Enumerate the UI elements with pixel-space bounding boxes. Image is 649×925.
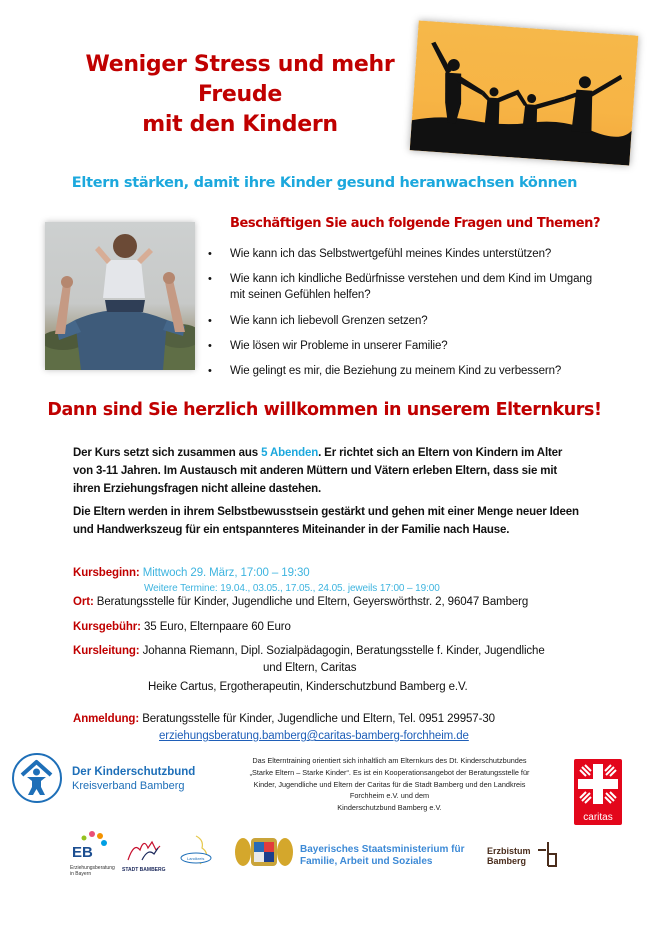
email-row — [159, 730, 469, 742]
title-line-3: mit den Kindern — [142, 112, 338, 137]
cooperation-note: Das Elterntraining orientiert sich inhaltlich am Elternkurs des Dt. Kinderschutzbundes „Starke Eltern – Starke Kinder“. Es ist ein Kooperationsangebot der Beratungsstelle für Kinder, Jugendliche und Eltern der Caritas für die Stadt Bamberg und den Landkreis Forchheim e.V. und dem Kinderschutzbund Bamberg e.V. — [249, 756, 530, 813]
ministry-text: Bayerisches Staatsministerium für Familie, Arbeit und Soziales — [300, 844, 465, 867]
course-fee: Kursgebühr: 35 Euro, Elternpaare 60 Euro — [73, 621, 291, 633]
bullet-icon: • — [208, 340, 212, 352]
questions-list — [206, 246, 592, 388]
course-lead-line-2: und Eltern, Caritas — [263, 662, 357, 674]
landkreis-bamberg-logo — [178, 834, 216, 868]
kinderschutzbund-name: Der Kinderschutzbund Kreisverband Bamberg — [72, 766, 196, 792]
erzbistum-symbol — [536, 840, 558, 868]
start-label: Kursbeginn: — [73, 567, 140, 579]
bullet-icon: • — [208, 365, 212, 377]
father-child-photo — [45, 222, 195, 370]
eb-figures-icon — [70, 830, 112, 860]
svg-text:Landkreis: Landkreis — [187, 856, 205, 861]
caritas-cross-icon — [574, 759, 622, 809]
further-dates: Weitere Termine: 19.04., 03.05., 17.05., 24.05. jeweils 17:00 – 19:00 — [144, 583, 440, 594]
bullet-icon: • — [208, 248, 212, 260]
bullet-icon: • — [208, 315, 212, 327]
course-place: Ort: Beratungsstelle für Kinder, Jugendliche und Eltern, Geyerswörthstr. 2, 96047 Bamberg — [73, 596, 529, 608]
course-lead-line-3: Heike Cartus, Ergotherapeutin, Kinderschutzbund Bamberg e.V. — [148, 681, 468, 693]
page-title — [60, 50, 420, 140]
child-house-icon — [14, 755, 59, 800]
description-paragraph-2: Die Eltern werden in ihrem Selbstbewusstsein gestärkt und gehen mit einer Menge neuer Ideen und Handwerkszeug für ein entspannteres Miteinander in der Familie nach Hause. — [73, 506, 579, 536]
stadt-bamberg-logo: STADT BAMBERG — [122, 836, 166, 870]
course-lead: Kursleitung: Johanna Riemann, Dipl. Sozialpädagogin, Beratungsstelle f. Kinder, Jugendliche — [73, 645, 545, 657]
subtitle: Eltern stärken, damit ihre Kinder gesund heranwachsen können — [71, 175, 578, 191]
bullet-icon: • — [208, 273, 212, 285]
erzbistum-cross-icon — [536, 840, 558, 868]
welcome-heading: Dann sind Sie herzlich willkommen in unserem Elternkurs! — [47, 400, 602, 420]
title-line-2: Freude — [198, 82, 282, 107]
erzbistum-bamberg-logo: Erzbistum Bamberg — [487, 846, 531, 866]
title-line-1: Weniger Stress und mehr — [85, 52, 395, 77]
family-silhouette-icon — [410, 20, 639, 165]
start-value: Mittwoch 29. März, 17:00 – 19:30 — [142, 567, 310, 579]
coat-of-arms-icon — [235, 834, 293, 868]
email-link[interactable]: erziehungsberatung.bamberg@caritas-bamberg-forchheim.de — [159, 730, 469, 742]
question-item: • Wie kann ich das Selbstwertgefühl meines Kindes unterstützen? — [208, 248, 552, 260]
father-child-icon — [45, 222, 195, 370]
question-item: • Wie kann ich kindliche Bedürfnisse verstehen und dem Kind im Umgang mit seinen Gefühlen helfen? — [208, 273, 592, 301]
question-item: • Wie gelingt es mir, die Beziehung zu meinem Kind zu verbessern? — [208, 365, 562, 377]
question-item: • Wie lösen wir Probleme in unserer Familie? — [208, 340, 448, 352]
evenings-highlight: 5 Abenden — [261, 447, 319, 459]
family-silhouette-photo — [410, 20, 639, 165]
description-paragraph-1: Der Kurs setzt sich zusammen aus 5 Abenden. Er richtet sich an Eltern von Kindern im Alter von 3-11 Jahren. Im Austausch mit anderen Müttern und Vätern erleben Eltern, dass sie mit ihren Erziehungsfragen nicht alleine dastehen. — [73, 447, 563, 495]
questions-heading: Beschäftigen Sie auch folgende Fragen und Themen? — [230, 216, 601, 231]
bamberg-rider-icon — [122, 836, 166, 862]
course-start — [73, 567, 310, 579]
eb-logo: EB Erziehungsberatung in Bayern — [70, 830, 112, 872]
question-item: • Wie kann ich liebevoll Grenzen setzen? — [208, 315, 428, 327]
caritas-logo: caritas — [574, 759, 622, 825]
kinderschutzbund-logo — [12, 753, 62, 803]
landkreis-outline-icon — [178, 834, 216, 868]
svg-text:EB: EB — [72, 844, 93, 860]
registration: Anmeldung: Beratungsstelle für Kinder, Jugendliche und Eltern, Tel. 0951 29957-30 — [73, 713, 495, 725]
bavarian-coat-of-arms-logo — [235, 834, 293, 868]
